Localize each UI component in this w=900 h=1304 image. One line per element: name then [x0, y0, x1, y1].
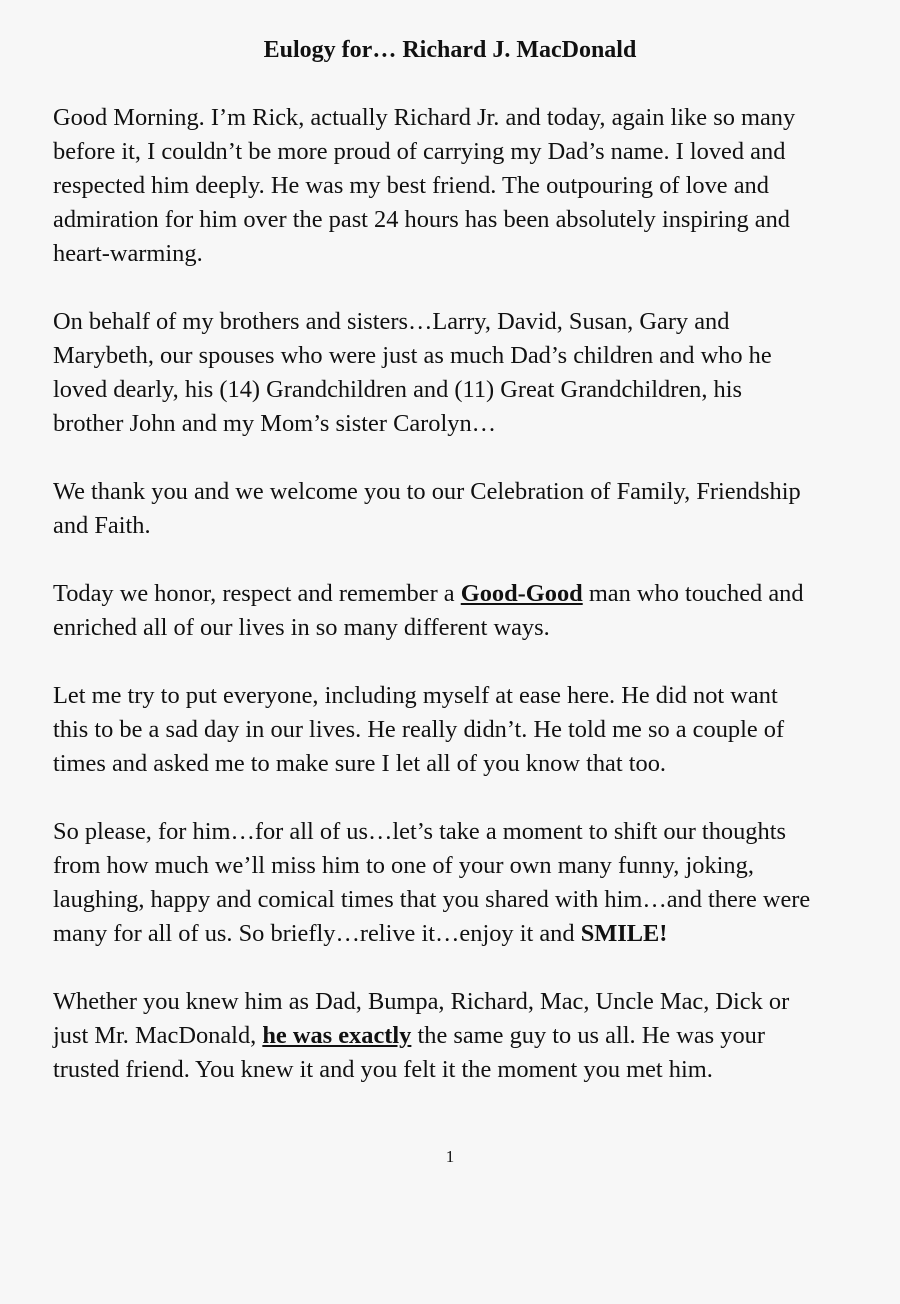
paragraph-names	[53, 985, 868, 1087]
text-segment: many for all of us. So briefly…relive it…enjoy it and	[53, 920, 581, 947]
text-line	[53, 917, 868, 951]
text-line: enriched all of our lives in so many different ways.	[53, 614, 550, 641]
paragraph-smile	[53, 815, 868, 951]
paragraph-honor	[53, 577, 868, 645]
text-line: trusted friend. You knew it and you felt it the moment you met him.	[53, 1056, 713, 1083]
text-line	[53, 1019, 868, 1053]
text-line: this to be a sad day in our lives. He really didn’t. He told me so a couple of	[53, 716, 785, 743]
emphasis-good-good: Good-Good	[460, 580, 583, 607]
paragraph-welcome	[53, 475, 868, 543]
emphasis-smile: SMILE!	[580, 920, 668, 947]
text-line: brother John and my Mom’s sister Carolyn…	[53, 410, 497, 437]
text-line: heart-warming.	[53, 240, 203, 267]
text-line: before it, I couldn’t be more proud of carrying my Dad’s name. I loved and	[53, 138, 786, 165]
text-line: respected him deeply. He was my best friend. The outpouring of love and	[53, 172, 769, 199]
text-line: So please, for him…for all of us…let’s take a moment to shift our thoughts	[53, 818, 786, 845]
text-line: laughing, happy and comical times that you shared with him…and there were	[53, 886, 811, 913]
text-line: Whether you knew him as Dad, Bumpa, Richard, Mac, Uncle Mac, Dick or	[53, 988, 790, 1015]
text-segment: man who touched and	[582, 580, 804, 607]
paragraph-ease	[53, 679, 868, 781]
page-number: 1	[445, 1147, 455, 1166]
paragraph-family	[53, 305, 868, 441]
text-line: Marybeth, our spouses who were just as much Dad’s children and who he	[53, 342, 772, 369]
document-body	[53, 101, 868, 1121]
text-line: We thank you and we welcome you to our Celebration of Family, Friendship	[53, 478, 801, 505]
text-line: loved dearly, his (14) Grandchildren and (11) Great Grandchildren, his	[53, 376, 743, 403]
text-line: Good Morning. I’m Rick, actually Richard Jr. and today, again like so many	[53, 104, 796, 131]
text-segment: the same guy to us all. He was your	[411, 1022, 765, 1049]
text-line: from how much we’ll miss him to one of your own many funny, joking,	[53, 852, 754, 879]
paragraph-greeting	[53, 101, 868, 271]
text-line	[53, 577, 868, 611]
text-line: Let me try to put everyone, including myself at ease here. He did not want	[53, 682, 778, 709]
text-line: admiration for him over the past 24 hours has been absolutely inspiring and	[53, 206, 790, 233]
text-line: times and asked me to make sure I let all of you know that too.	[53, 750, 667, 777]
text-segment: just Mr. MacDonald,	[53, 1022, 263, 1049]
document-title: Eulogy for… Richard J. MacDonald	[263, 37, 637, 63]
text-segment: Today we honor, respect and remember a	[53, 580, 461, 607]
text-line: On behalf of my brothers and sisters…Larry, David, Susan, Gary and	[53, 308, 730, 335]
emphasis-he-was-exactly: he was exactly	[262, 1022, 412, 1049]
text-line: and Faith.	[53, 512, 151, 539]
